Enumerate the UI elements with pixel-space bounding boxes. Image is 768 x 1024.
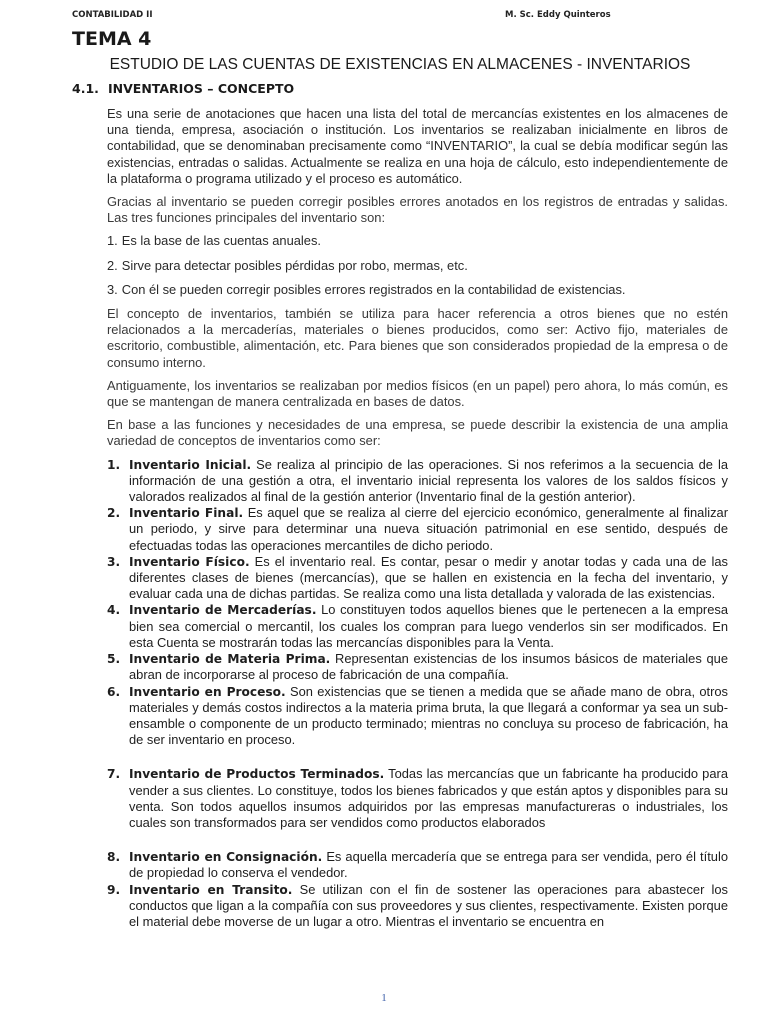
chapter-title: TEMA 4 [72, 28, 152, 50]
list-item [107, 554, 728, 603]
function-item [107, 233, 728, 249]
item-number: 6. [107, 684, 121, 699]
header-author: M. Sc. Eddy Quinteros [505, 10, 611, 20]
document-title: ESTUDIO DE LAS CUENTAS DE EXISTENCIAS EN ALMACENES - INVENTARIOS [109, 56, 691, 73]
function-number: 2. [107, 257, 118, 273]
item-number: 4. [107, 603, 121, 618]
list-item [107, 651, 728, 683]
item-text: Representan existencias de los insumos básicos de materiales que abran de incorporarse al proceso de fabricación de una compañía. [129, 651, 728, 683]
item-title: Inventario Inicial. [129, 457, 252, 472]
item-title: Inventario en Consignación. [129, 850, 323, 865]
item-title: Inventario en Proceso. [129, 684, 286, 699]
item-number: 3. [107, 554, 121, 569]
function-item [107, 282, 728, 298]
paragraph-definition: Es una serie de anotaciones que hacen una lista del total de mercancías existentes en los almacenes de una tienda, empresa, asociación o institución. Los inventarios se realizaban inicialmente en libros de contabilidad, que se denominaban precisamente como “INVENTARIO”, la cual se debía modificar según las existencias, entradas o salidas. Actualmente se realiza en una hoja de cálculo, esto independientemente de la plataforma o programa utilizado y el proceso es automático. [107, 106, 728, 186]
paragraph-history: Antiguamente, los inventarios se realizaban por medios físicos (en un papel) pero ahora, lo más común, es que se mantengan de manera centralizada en bases de datos. [107, 377, 728, 410]
list-item [107, 602, 728, 651]
item-text: Se utilizan con el fin de sostener las operaciones para abastecer los conductos que ligan a la compañía con sus proveedores y sus clientes, respectivamente. Existen porque el material debe moverse de un lugar a otro. Mientras el inventario se encuentra en [129, 881, 728, 929]
item-text: Es el inventario real. Es contar, pesar o medir y anotar todas y cada una de las diferentes clases de bienes (mercancías), que se hallen en existencia en la fecha del inventario, y evaluar cada una de dichas partidas. Se realiza como una lista detallada y valorada de las existencias. [129, 553, 728, 602]
item-title: Inventario de Productos Terminados. [129, 767, 385, 782]
item-text: Es aquel que se realiza al cierre del ejercicio económico, generalmente al finalizar un periodo, y sirve para determinar una nueva situación patrimonial en ese sentido, después de efectuadas todas las operaciones mercantiles de dicho periodo. [129, 505, 728, 553]
item-number: 7. [107, 767, 121, 782]
header-course: CONTABILIDAD II [72, 10, 153, 20]
item-number: 5. [107, 652, 121, 667]
list-item [107, 457, 728, 506]
paragraph-functions-intro: Gracias al inventario se pueden corregir posibles errores anotados en los registros de entradas y salidas. Las tres funciones principales del inventario son: [107, 194, 728, 226]
list-item [107, 505, 728, 554]
item-text: Se realiza al principio de las operaciones. Si nos referimos a la secuencia de la información de una gestión a otra, el inventario inicial representa los valores de los saldos físicos y valorados realizados al final de la gestión anterior (Inventario final de la gestión anterior). [129, 456, 728, 505]
document-body [107, 106, 728, 930]
function-text: Sirve para detectar posibles pérdidas por robo, mermas, etc. [121, 257, 468, 273]
item-number: 1. [107, 457, 121, 472]
list-item [107, 882, 728, 931]
item-title: Inventario de Materia Prima. [129, 652, 331, 667]
function-text: Es la base de las cuentas anuales. [121, 233, 321, 249]
item-number: 9. [107, 882, 121, 897]
section-number: 4.1. [72, 81, 99, 96]
item-text: Todas las mercancías que un fabricante ha producido para vender a sus clientes. Lo constituye, todos los bienes fabricados y que están aptos y disponibles para su venta. Son todos aquellos insumos adquiridos por las empresas manufactureras o industriales, los cuales son transformados para ser vendidos como productos elaborados [129, 766, 728, 830]
list-item [107, 684, 728, 749]
item-title: Inventario en Transito. [129, 882, 293, 897]
list-item [107, 766, 728, 831]
function-number: 1. [107, 233, 118, 249]
section-heading [72, 81, 294, 96]
item-text: Lo constituyen todos aquellos bienes que le pertenecen a la empresa bien sea comercial o mercantil, los cuales los compran para luego venderlos sin ser modificados. En esta Cuenta se mostrarán todas las mercancías disponibles para la Venta. [129, 602, 728, 650]
item-number: 8. [107, 850, 121, 865]
item-text: Son existencias que se tienen a medida que se añade mano de obra, otros materiales y demás costos indirectos a la materia prima bruta, la que llegará a conformar ya sea un sub-ensamble o componente de un producto terminado; mientras no concluya su proceso de fabricación, ha de ser inventario en proceso. [129, 683, 728, 748]
paragraph-other-goods: El concepto de inventarios, también se utiliza para hacer referencia a otros bienes que no estén relacionados a la mercaderías, materiales o bienes producidos, como ser: Activo fijo, materiales de escritorio, combustible, alimentación, etc. Para bienes que son considerados propiedad de la empresa o de consumo interno. [107, 306, 728, 370]
list-item [107, 849, 728, 881]
item-number: 2. [107, 506, 121, 521]
item-text: Es aquella mercadería que se entrega para ser vendida, pero él título de propiedad lo conserva el vendedor. [129, 849, 728, 881]
item-title: Inventario Físico. [129, 554, 250, 569]
inventory-types-list [107, 457, 728, 930]
page-number: 1 [381, 992, 387, 1004]
function-text: Con él se pueden corregir posibles errores registrados en la contabilidad de existencias. [121, 281, 626, 297]
item-title: Inventario Final. [129, 506, 244, 521]
section-label: INVENTARIOS – CONCEPTO [108, 81, 295, 96]
function-item [107, 258, 728, 274]
paragraph-types-intro: En base a las funciones y necesidades de una empresa, se puede describir la existencia de una amplia variedad de conceptos de inventarios como ser: [107, 417, 728, 449]
item-title: Inventario de Mercaderías. [129, 603, 317, 618]
function-number: 3. [107, 281, 118, 297]
